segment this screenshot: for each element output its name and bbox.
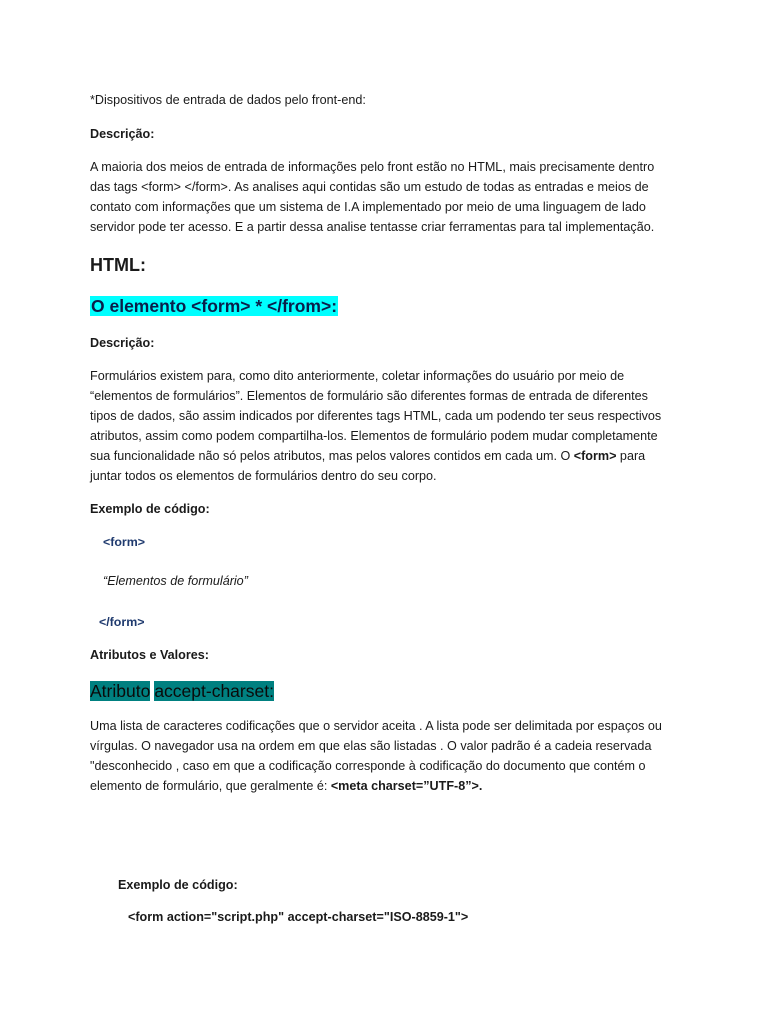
form-element-heading-text: O elemento <form> * </from>: [91,296,338,316]
form-example-label: Exemplo de código: [90,502,210,516]
form-paragraph-tag: <form> [573,448,617,463]
accept-charset-meta-tag: <meta charset=”UTF-8”>. [330,778,483,793]
accept-charset-paragraph-text: Uma lista de caracteres codificações que o servidor aceita . A lista pode ser delimitada por espaços ou vírgulas. O navegador usa na ordem em que elas são listadas . O valor padrão é a cadeia reservada "desconhecido , caso em que a codificação corresponde à codificação do documento que contém o elemento de formulário, que geralmente é: [90,719,662,793]
charset-example-label: Exemplo de código: [118,878,238,892]
accept-charset-heading [90,680,274,702]
accept-charset-heading-attr: accept-charset: [154,681,274,701]
intro-line: *Dispositivos de entrada de dados pelo front-end: [90,93,366,107]
code-form-body: “Elementos de formulário” [103,574,248,588]
code-form-open: <form> [103,535,146,549]
form-description-paragraph [90,367,672,486]
form-paragraph-text-after: para juntar todos os elementos de formulários dentro do seu corpo. [90,448,646,483]
accept-charset-heading-word: Atributo [90,681,151,701]
charset-code-example: <form action="script.php" accept-charset="ISO-8859-1"> [128,910,469,924]
form-description-label: Descrição: [90,336,155,350]
code-form-close: </form> [99,615,145,629]
html-heading: HTML: [90,255,146,275]
attributes-values-label: Atributos e Valores: [90,648,209,662]
intro-description-label: Descrição: [90,127,155,141]
intro-paragraph: A maioria dos meios de entrada de informações pelo front estão no HTML, mais precisamente dentro das tags <form> </form>. As analises aqui contidas são um estudo de todas as entradas e meios de contato com informações que um sistema de I.A implementado por meio de uma linguagem de lado servidor pode ter acesso. E a partir dessa analise tentasse criar ferramentas para tal implementação. [90,160,655,234]
form-paragraph-text-before: Formulários existem para, como dito anteriormente, coletar informações do usuário por meio de “elementos de formulários”. Elementos de formulário são diferentes formas de entrada de diferentes tipos de dados, são assim indicados por diferentes tags HTML, cada um podendo ter seus respectivos atributos, assim como podem compartilha-los. Elementos de formulário podem mudar completamente sua funcionalidade não só pelos atributos, mas pelos valores contidos em cada um. O [90,369,662,463]
form-element-heading [90,295,338,317]
accept-charset-paragraph [90,717,672,797]
